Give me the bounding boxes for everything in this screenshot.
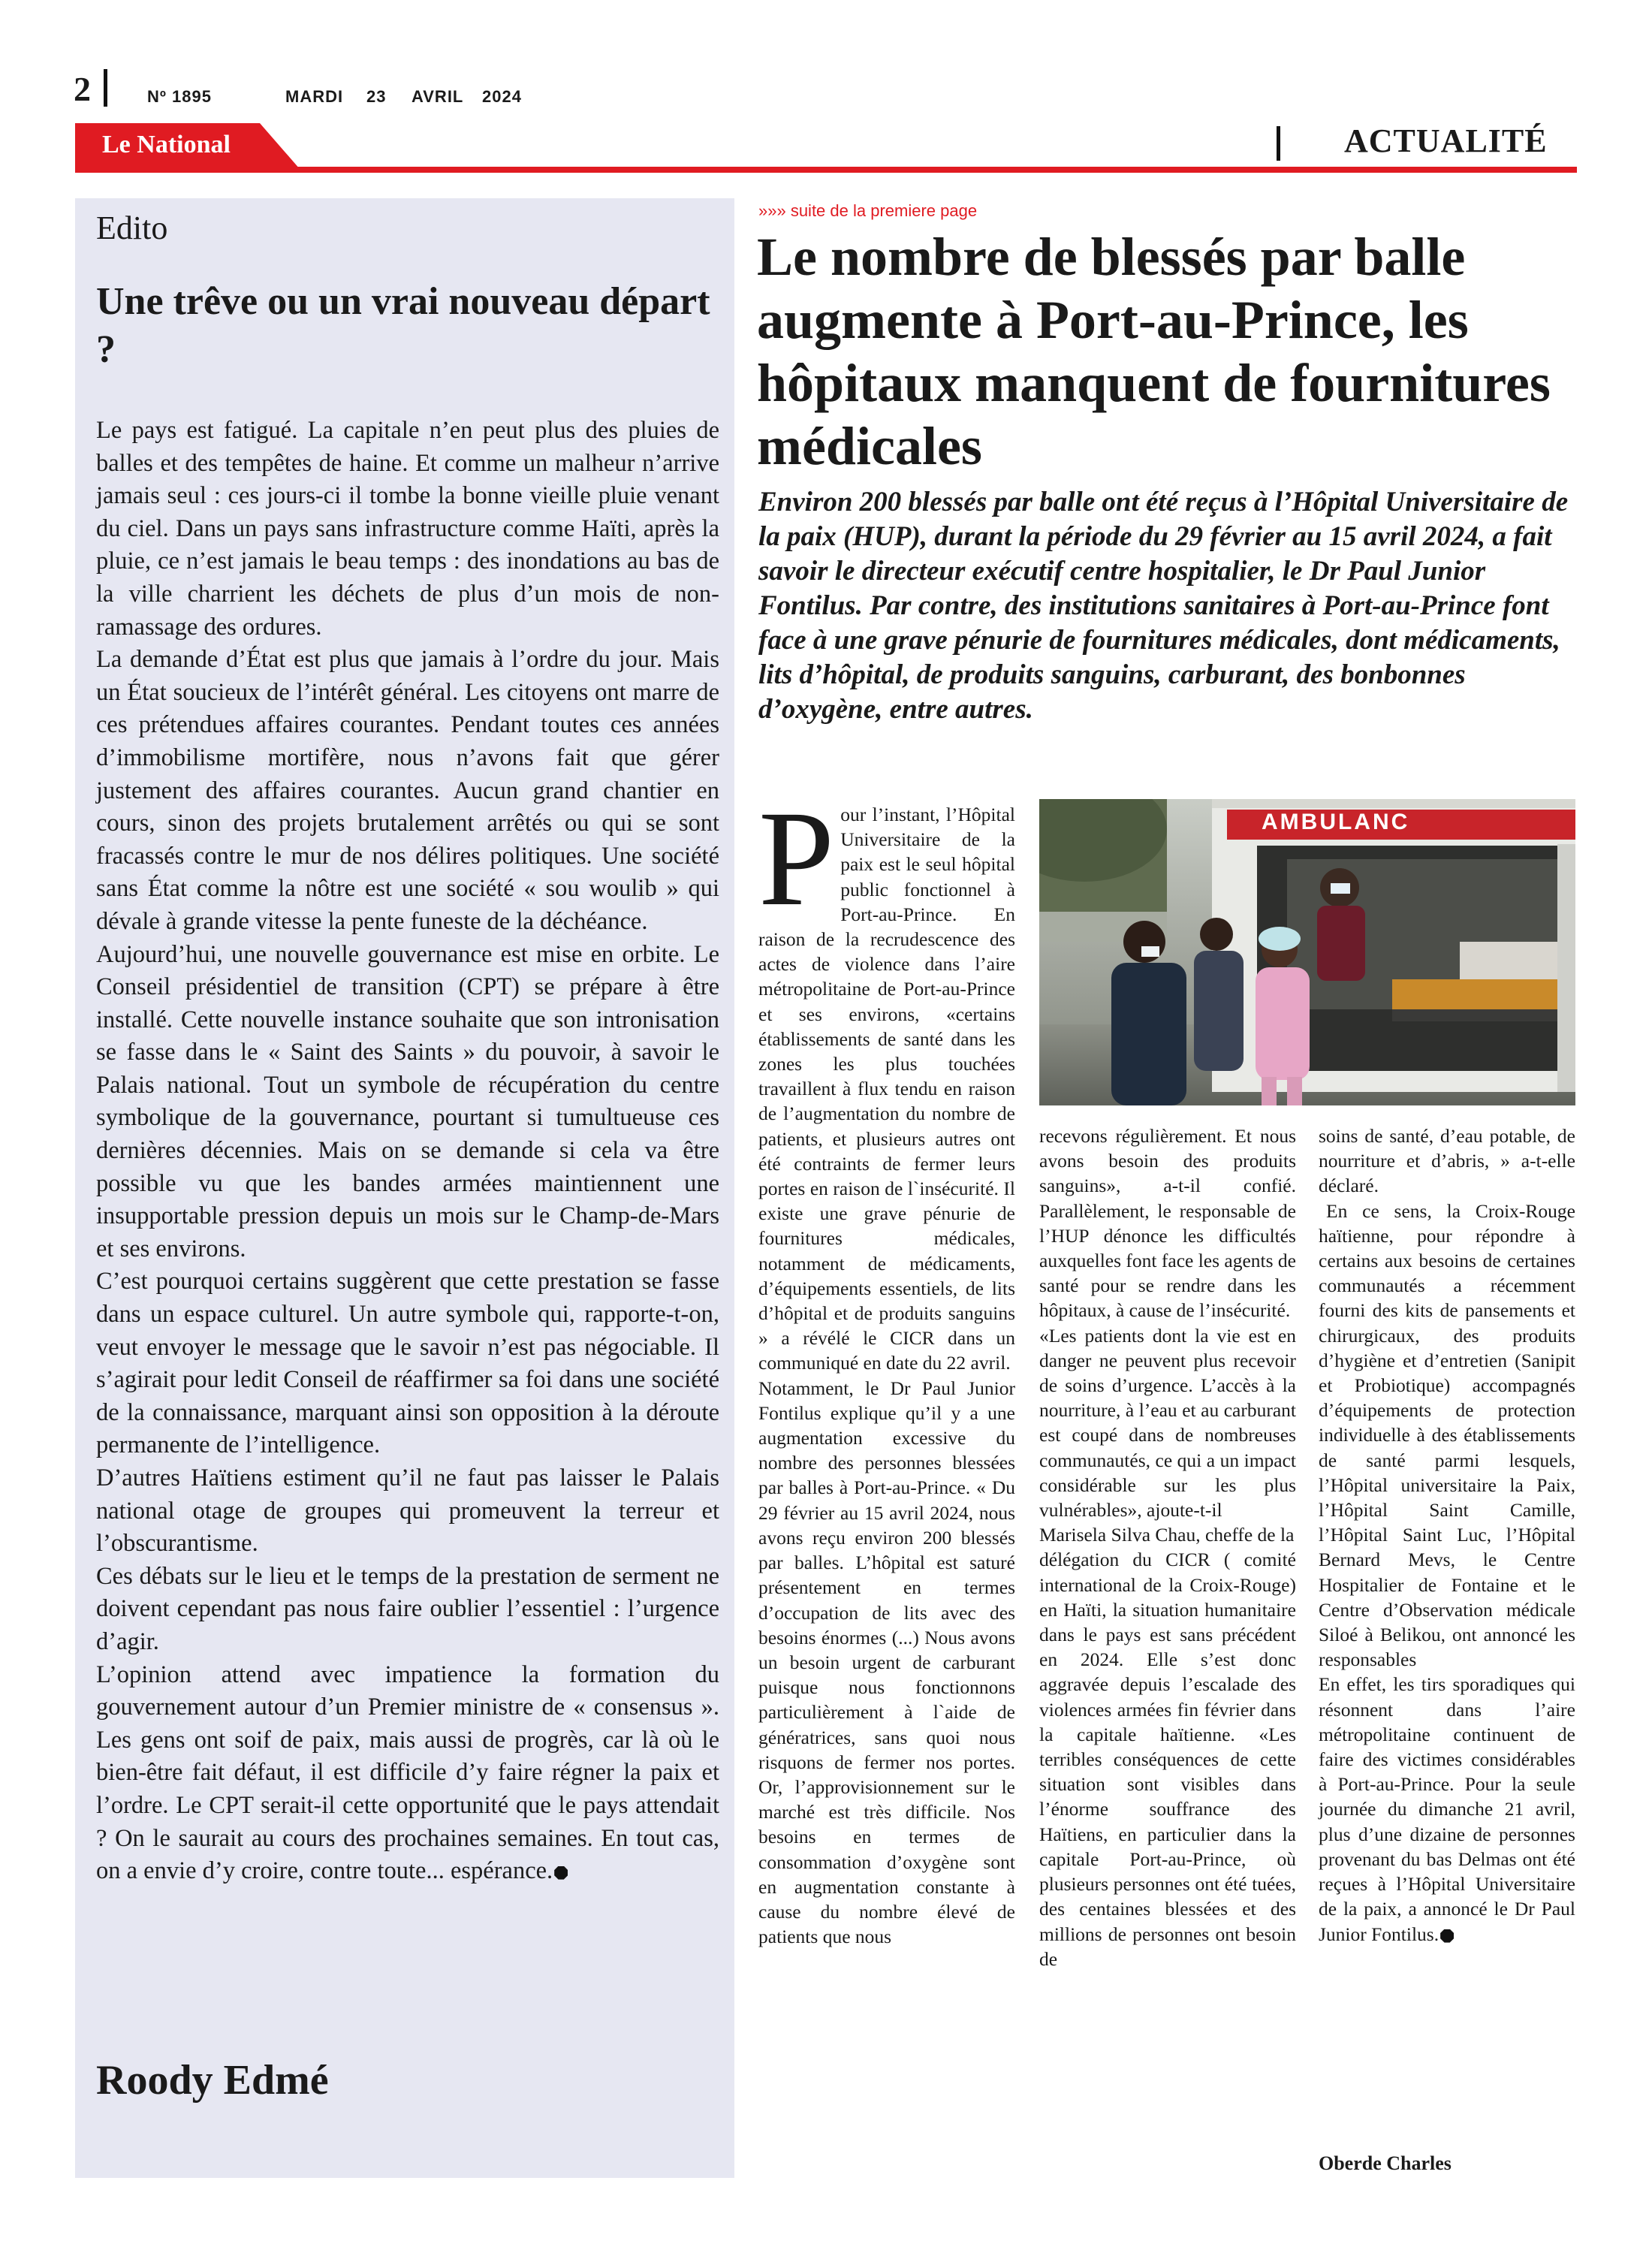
issue-number: Nº 1895 <box>147 87 212 106</box>
edito-paragraph: Aujourd’hui, une nouvelle gouvernance est mise en orbite. Le Conseil présidentiel de transition (CPT) se prépare à être installé. Cette nouvelle instance souhaite que son intronisation se fasse dans le « Saint des Saints » du pouvoir, à savoir le Palais national. Tout un symbole de récupération du centre symbolique de la gouvernance, pourtant si tumultueuse ces dernières décennies. Mais on se demande si cela va être possible vu que les bandes armées maintiennent une insupportable pression depuis un mois sur le Champ-de-Mars et ses environs. <box>96 940 719 1262</box>
article-kicker: »»» suite de la premiere page <box>758 201 978 220</box>
ambulance-sign: AMBULANC <box>1262 810 1410 834</box>
edito-label: Edito <box>96 210 168 246</box>
edito-paragraph: C’est pourquoi certains suggèrent que cette prestation se fasse dans un espace culturel. Un autre symbole qui, rapporte-t-on, veut envoyer le message que le savoir n’est pas négociable. Il s’agirait pour ledit Conseil de réaffirmer sa foi dans une société de la connaissance, marquant ainsi son opposition à la déroute permanente de l’intelligence. <box>96 1268 719 1459</box>
article-text: En effet, les tirs sporadiques qui résonnent dans l’aire métropolitaine continuent de faire des victimes considérables à Port-au-Prince. Pour la seule journée du dimanche 21 avril, plus d’une dizaine de personnes provenant du bas Delmas ont été reçues à l’Hôpital Universitaire de la paix, a annoncé le Dr Paul Junior Fontilus. <box>1319 1673 1575 1945</box>
article-paragraph: En ce sens, la Croix-Rouge haïtienne, pour répondre à certains aux besoins de certaines communautés a récemment fourni des kits de pansements et chirurgicaux, des produits d’hygiène et d’entretien (Sanipit et Probiotique) accompagnés d’équipements de protection individuelle à des établissements de santé parmi lesquels, l’Hôpital universitaire la Paix, l’Hôpital Saint Camille, l’Hôpital Saint Luc, l’Hôpital Bernard Mevs, le Centre Hospitalier de Fontaine et le Centre d’Observation médicale Siloé à Belikou, ont annoncé les responsables <box>1319 1199 1575 1671</box>
article-signature: Oberde Charles <box>1319 2152 1452 2174</box>
article-paragraph: «Les patients dont la vie est en danger ne peuvent plus recevoir de soins d’urgence. L’accès à la nourriture, à l’eau et au carburant est coupé dans de nombreuses communautés, ce qui a un impact considérable sur les plus vulnérables», ajoute-t-il <box>1039 1324 1296 1522</box>
page-number: 2 <box>74 70 91 108</box>
date-number: 23 <box>366 87 387 106</box>
date-month: AVRIL <box>411 87 464 106</box>
section-divider <box>1277 126 1280 161</box>
edito-paragraph-last <box>96 1659 719 1888</box>
end-mark-icon <box>1440 1929 1454 1943</box>
article-column-3 <box>1319 1123 1575 1947</box>
edito-paragraph-text: L’opinion attend avec impatience la formation du gouvernement autour d’un Premier ministre de « consensus ». Les gens ont soif de paix, mais aussi de progrès, car là où le bien-être fait défaut, il est difficile d’y faire régner la paix et l’ordre. Le CPT serait-il cette opportunité que le pays attendait ? On le saurait au cours des prochaines semaines. En tout cas, on a envie d’y croire, contre toute... espérance. <box>96 1660 719 1885</box>
article-column-2 <box>1039 1123 1296 1971</box>
article-paragraph: soins de santé, d’eau potable, de nourriture et d’abris, » a-t-elle déclaré. <box>1319 1125 1575 1197</box>
edito-body <box>96 415 719 1888</box>
article-title: Le nombre de blessés par balle augmente à Port-au-Prince, les hôpitaux manquent de fournitures médicales <box>757 227 1551 476</box>
section-title: ACTUALITÉ <box>1344 122 1548 159</box>
article-lead: Environ 200 blessés par balle ont été reçus à l’Hôpital Universitaire de la paix (HUP), durant la période du 29 février au 15 avril 2024, a fait savoir le directeur exécutif centre hospitalier, le Dr Paul Junior Fontilus. Par contre, des institutions sanitaires à Port-au-Prince font face à une grave pénurie de fournitures médicales, dont médicaments, lits d’hôpital, de produits sanguins, carburant, des bonbonnes d’oxygène, entre autres. <box>758 487 1569 725</box>
edito-paragraph: D’autres Haïtiens estiment qu’il ne faut pas laisser le Palais national otage de groupes qui promeuvent la terreur et l’obscurantisme. <box>96 1464 719 1558</box>
article-paragraph <box>758 783 1015 1376</box>
date-day: MARDI <box>285 87 344 106</box>
edito-paragraph: Ces débats sur le lieu et le temps de la prestation de serment ne doivent cependant pas nous faire oublier l’essentiel : l’urgence d’agir. <box>96 1562 719 1655</box>
date-year: 2024 <box>482 87 522 106</box>
article-paragraph-last <box>1319 1672 1575 1946</box>
article-column-1 <box>758 783 1015 1949</box>
edito-title: Une trêve ou un vrai nouveau départ ? <box>96 280 710 371</box>
end-mark-icon <box>554 1866 568 1880</box>
page-number-divider <box>104 69 107 107</box>
article-paragraph: recevons régulièrement. Et nous avons besoin des produits sanguins», a-t-il confié. Parallèlement, le responsable de l’HUP dénonce les difficultés auxquelles font face les agents de santé pour se rendre dans les hôpitaux, à cause de l’insécurité. <box>1039 1125 1296 1322</box>
edito-author: Roody Edmé <box>96 2057 329 2104</box>
article-paragraph: Marisela Silva Chau, cheffe de la <box>1039 1524 1295 1546</box>
brand-logo: Le National <box>102 131 231 158</box>
edito-paragraph: La demande d’État est plus que jamais à l’ordre du jour. Mais un État soucieux de l’intérêt général. Les citoyens ont marre de ces prétendues affaires courantes. Pendant toutes ces années d’immobilisme mortifère, nous n’avons fait que gérer justement des affaires courantes. Aucun grand chantier en cours, sinon des projets brutalement arrêtés ou qui se sont fracassés contre le mur de nos délires politiques. Une société sans État comme la nôtre est une société « sou woulib » qui dévale à grande vitesse la pente funeste de la déchéance. <box>96 646 719 935</box>
article-paragraph: Notamment, le Dr Paul Junior Fontilus explique qu’il y a une augmentation excessive du nombre des personnes blessées par balles à Port-au-Prince. « Du 29 février au 15 avril 2024, nous avons reçu environ 200 blessés par balles. L’hôpital est saturé présentement en termes d’occupation de lits avec des besoins énormes (...) Nous avons un besoin urgent de carburant puisque nous fonctionnons particulièrement à l`aide de génératrices, sans quoi nous risquons de fermer nos portes. Or, l’approvisionnement sur le marché est très difficile. Nos besoins en termes de consommation d’oxygène sont en augmentation constante à cause du nombre élevé de patients que nous <box>758 1377 1015 1948</box>
article-text: our l’instant, l’Hôpital Universitaire de la paix est le seul hôpital public fonctionnel à Port-au-Prince. En raison de la recrudescence des actes de violence dans l’aire métropolitaine de Port-au-Prince et ses environs, «certains établissements de santé dans les zones les plus touchées travaillent à flux tendu en raison de l’augmentation du nombre de patients, et plusieurs autres ont été contraints de fermer leurs portes en raison de l`insécurité. Il existe une grave pénurie de fournitures médicales, notamment de médicaments, d’équipements essentiels, de lits d’hôpital et de produits sanguins » a révélé le CICR dans un communiqué en date du 22 avril. <box>758 804 1015 1374</box>
edito-paragraph: Le pays est fatigué. La capitale n’en peut plus des pluies de balles et des tempêtes de haine. Et comme un malheur n’arrive jamais seul : ces jours-ci il tombe la bonne vieille pluie venant du ciel. Dans un pays sans infrastructure comme Haïti, après la pluie, ce n’est jamais le beau temps : des inondations au bas de la ville charrient les déchets de plus d’un mois de non-ramassage des ordures. <box>96 417 719 641</box>
ambulance-photo <box>1039 799 1575 1105</box>
header-rule <box>75 167 1577 173</box>
drop-cap: P <box>758 783 835 934</box>
article-paragraph: délégation du CICR ( comité international de la Croix-Rouge) en Haïti, la situation humanitaire dans le pays est sans précédent en 2024. Elle s’est donc aggravée depuis l’escalade des violences armées fin février dans la capitale haïtienne. «Les terribles conséquences de cette situation sont visibles dans l’énorme souffrance des Haïtiens, en particulier dans la capitale Port-au-Prince, où plusieurs personnes ont été tuées, des centaines blessées et des millions de personnes ont besoin de <box>1039 1549 1296 1970</box>
